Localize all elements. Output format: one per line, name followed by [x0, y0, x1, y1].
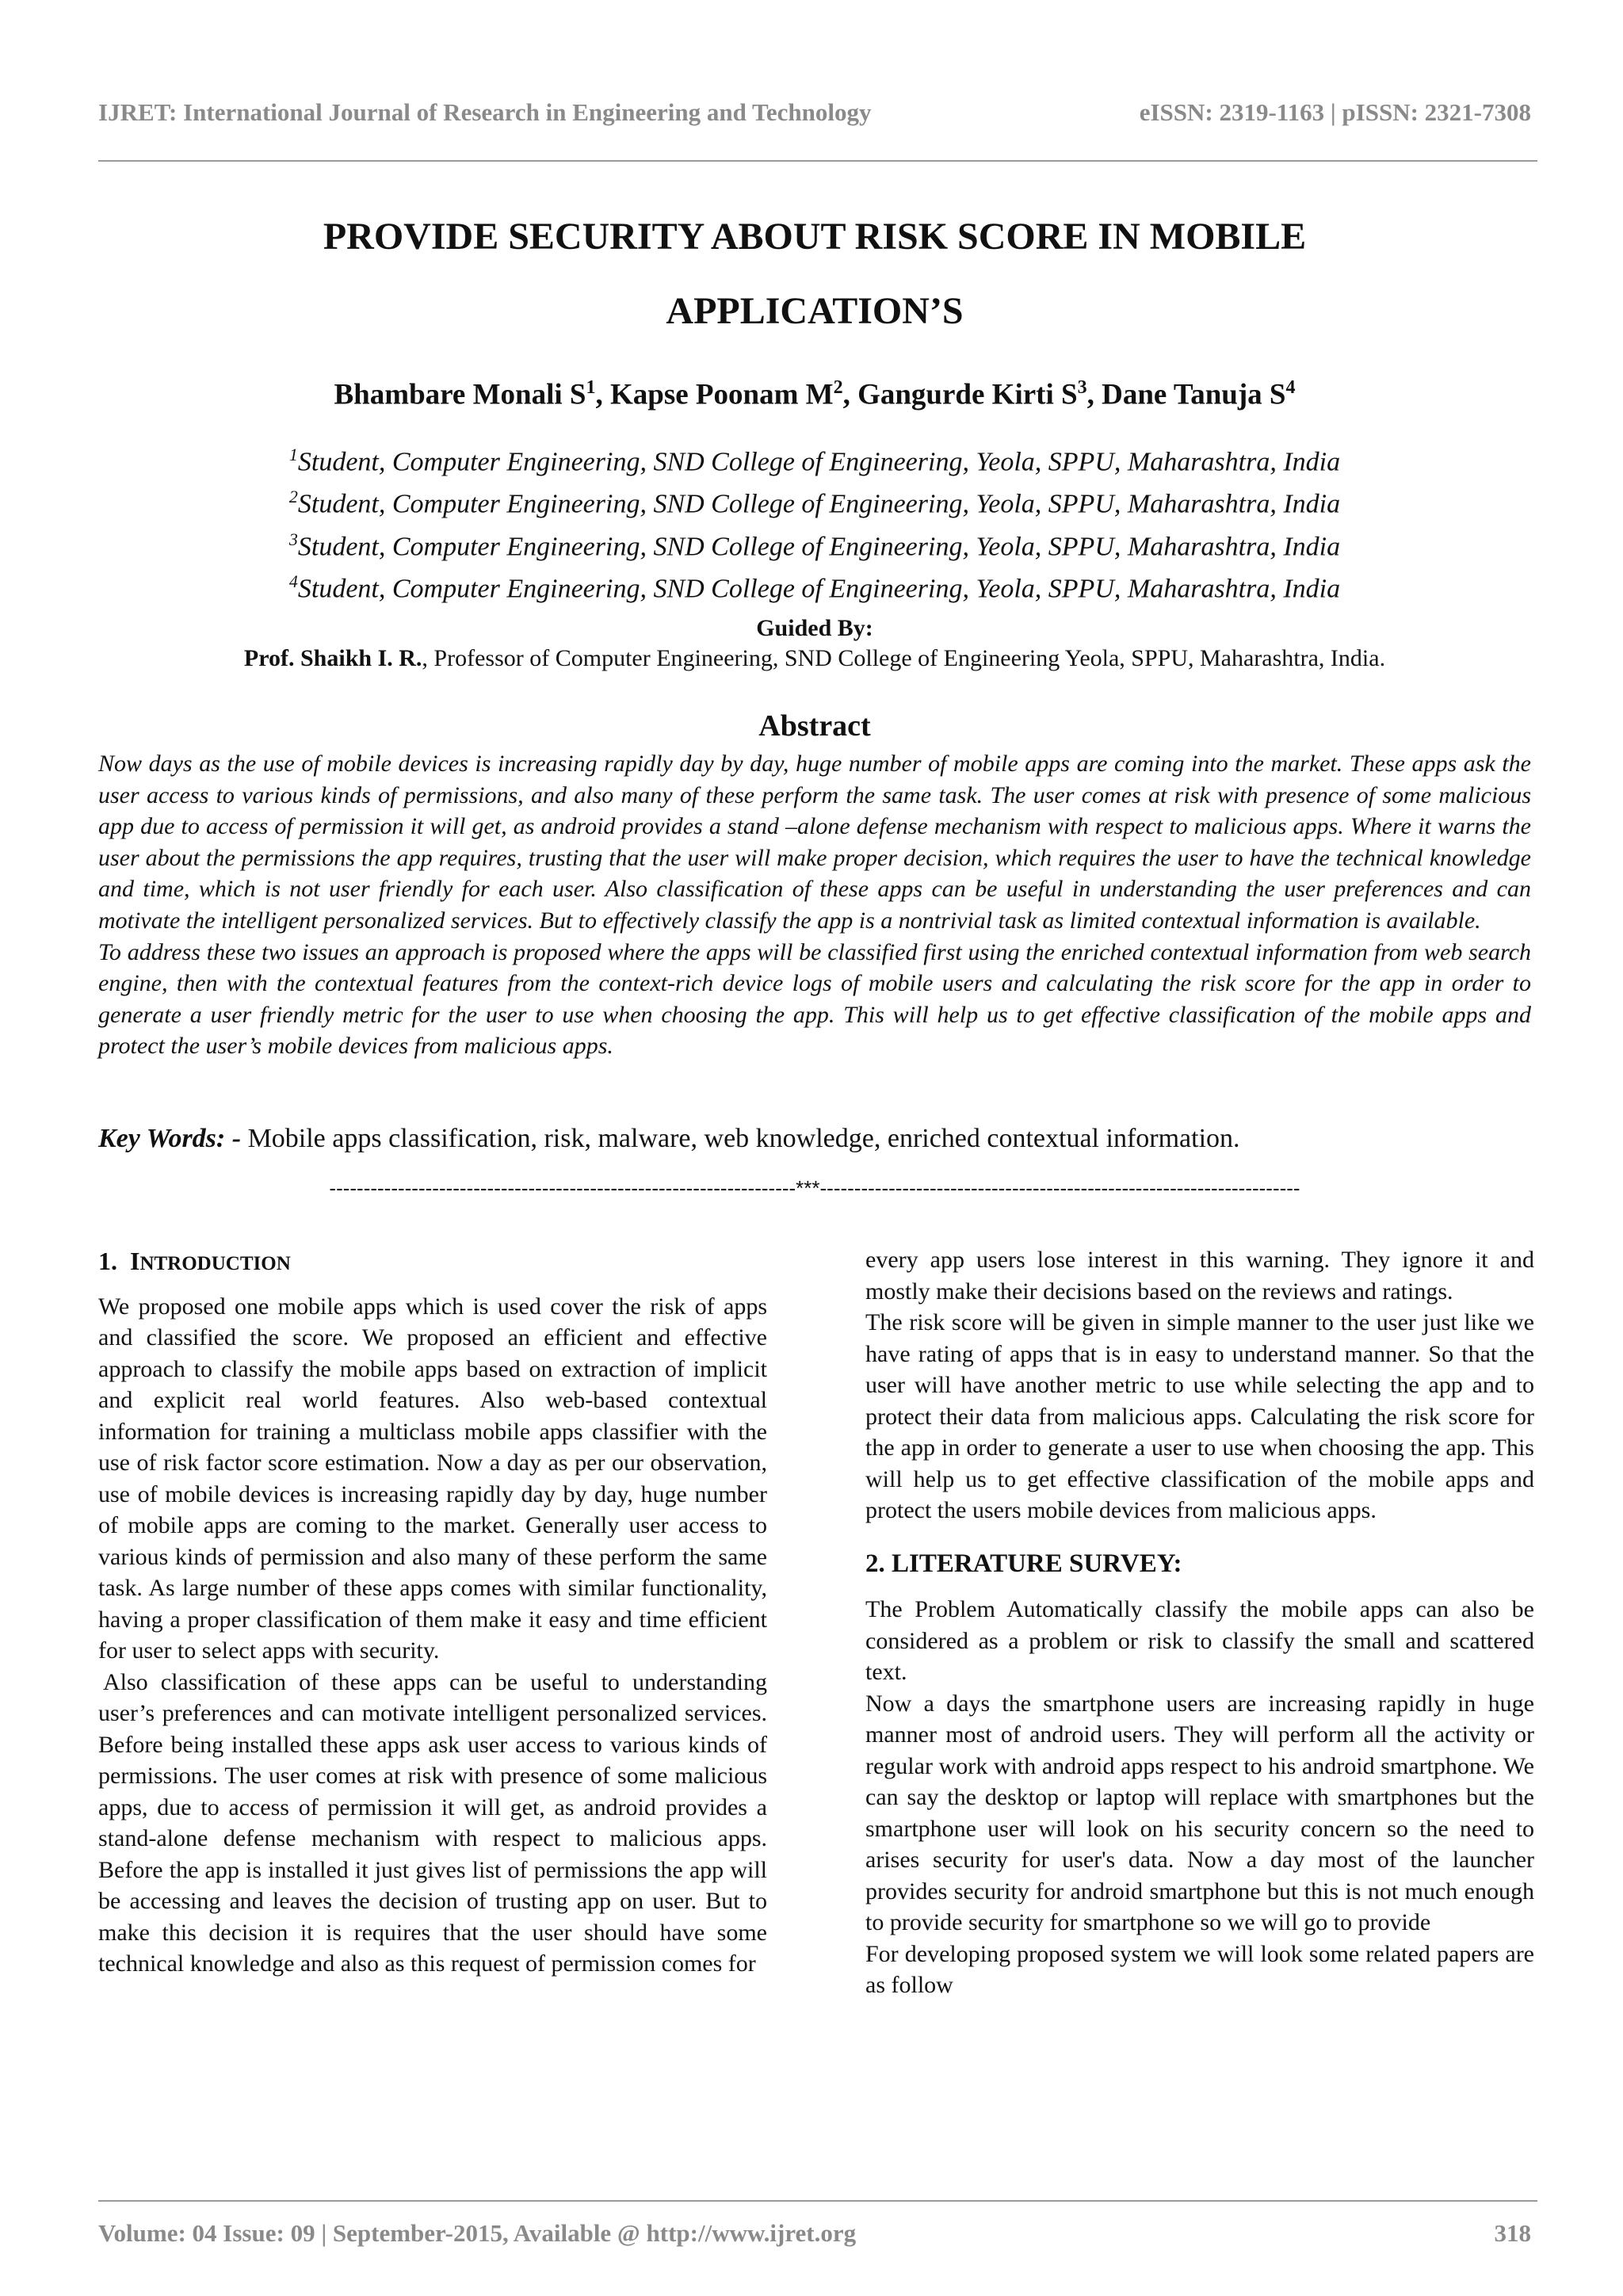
volume-info: Volume: 04 Issue: 09 | September-2015, Available @ http://www.ijret.org: [98, 2219, 857, 2247]
author-name: Dane Tanuja S: [1102, 378, 1286, 411]
author-separator: ,: [595, 378, 610, 411]
abstract-body: [98, 748, 1531, 1062]
body-paragraph: every app users lose interest in this warning. They ignore it and mostly make their decisions based on the reviews and ratings.: [865, 1247, 1534, 1305]
guide-name: Prof. Shaikh I. R.: [243, 645, 422, 671]
affiliation-line: [98, 479, 1531, 521]
author-separator: ,: [1086, 378, 1102, 411]
section-heading-literature-survey: 2. LITERATURE SURVEY:: [865, 1549, 1182, 1578]
section-heading-introduction: [98, 1246, 767, 1280]
author-superscript: 3: [1077, 377, 1087, 398]
body-paragraph: Also classification of these apps can be useful to understanding user’s preferences and can motivate intelligent personalized services. Before being installed these apps ask user access to various kinds of permissions. The user comes at risk with presence of some malicious apps, due to access of permission it will get, as android provides a stand-alone defense mechanism with respect to malicious apps. Before the app is installed it just gives list of permissions the app will be accessing and leaves the decision of trusting app on user. But to make this decision it is requires that the user should have some technical knowledge and also as this request of permission comes for: [98, 1668, 767, 1977]
abstract-paragraph: To address these two issues an approach is proposed where the apps will be classified first using the enriched contextual information from web search engine, then with the contextual features from the context-rich device logs of mobile users and calculating the risk score for the app in order to generate a user friendly metric for the user to use when choosing the app. This will help us to get effective classification of the mobile apps and protect the user’s mobile devices from malicious apps.: [98, 938, 1531, 1060]
affiliation-line: [98, 564, 1531, 606]
keywords: [98, 1124, 1531, 1154]
left-column: [98, 1246, 767, 1980]
section-number: 1.: [98, 1247, 117, 1275]
issn-numbers: eISSN: 2319-1163 | pISSN: 2321-7308: [1139, 98, 1531, 126]
affiliation-superscript: 2: [288, 487, 298, 507]
section-title-initial: I: [130, 1247, 140, 1275]
keywords-label: Key Words: -: [98, 1124, 242, 1153]
author-name: Bhambare Monali S: [334, 378, 586, 411]
affiliation-list: [98, 437, 1531, 606]
affiliation-line: [98, 437, 1531, 479]
footer-rule: [98, 2200, 1537, 2202]
affiliation-line: [98, 522, 1531, 564]
section-title-rest: NTRODUCTION: [139, 1253, 291, 1274]
affiliation-text: Student, Computer Engineering, SND College of Engineering, Yeola, SPPU, Maharashtra, India: [297, 447, 1341, 477]
section-separator: --------------------------------------------------------------------***----------------------------------------------------------------------: [329, 1176, 1300, 1200]
author-name: Gangurde Kirti S: [857, 378, 1078, 411]
paper-title: [98, 200, 1531, 349]
right-column: [865, 1244, 1534, 2001]
body-paragraph: We proposed one mobile apps which is used cover the risk of apps and classified the score. We proposed an efficient and effective approach to classify the mobile apps based on extraction of implicit and explicit real world features. Also web-based contextual information for training a multiclass mobile apps classifier with the use of risk factor score estimation. Now a day as per our observation, use of mobile devices is increasing rapidly day by day, huge number of mobile apps are coming to the market. Generally user access to various kinds of permission and also many of these perform the same task. As large number of these apps comes with similar functionality, having a proper classification of them make it easy and time efficient for user to select apps with security.: [98, 1293, 767, 1664]
author-superscript: 4: [1285, 377, 1296, 398]
page-number: 318: [1494, 2219, 1531, 2247]
affiliation-text: Student, Computer Engineering, SND College of Engineering, Yeola, SPPU, Maharashtra, India: [297, 531, 1341, 561]
affiliation-superscript: 1: [288, 445, 298, 464]
title-line-1: PROVIDE SECURITY ABOUT RISK SCORE IN MOBILE: [323, 216, 1307, 258]
header-rule: [98, 160, 1537, 162]
guide-info: [98, 645, 1531, 672]
affiliation-text: Student, Computer Engineering, SND College of Engineering, Yeola, SPPU, Maharashtra, India: [297, 574, 1341, 604]
body-paragraph: Now a days the smartphone users are increasing rapidly in huge manner most of android users. They will perform all the activity or regular work with android apps respect to his android smartphone. We can say the desktop or laptop will replace with smartphones but the smartphone user will look on his security concern so the need to arises security for user's data. Now a day most of the launcher provides security for android smartphone but this is not much enough to provide security for smartphone so we will go to provide: [865, 1690, 1534, 1935]
author-list: [98, 377, 1531, 411]
author-separator: ,: [842, 378, 858, 411]
title-line-2: APPLICATION’S: [666, 290, 964, 332]
body-paragraph: For developing proposed system we will look some related papers are as follow: [865, 1940, 1534, 1998]
keywords-text: Mobile apps classification, risk, malware, web knowledge, enriched contextual information.: [241, 1124, 1240, 1153]
affiliation-text: Student, Computer Engineering, SND College of Engineering, Yeola, SPPU, Maharashtra, India: [297, 489, 1341, 519]
abstract-heading: Abstract: [758, 709, 871, 743]
affiliation-superscript: 3: [288, 529, 298, 549]
author-superscript: 1: [586, 377, 596, 398]
journal-name: IJRET: International Journal of Research in Engineering and Technology: [98, 98, 872, 126]
author-superscript: 2: [833, 377, 843, 398]
abstract-paragraph: Now days as the use of mobile devices is increasing rapidly day by day, huge number of mobile apps are coming into the market. These apps ask the user access to various kinds of permissions, and also many of these perform the same task. The user comes at risk with presence of some malicious app due to access of permission it will get, as android provides a stand –alone defense mechanism with respect to malicious apps. Where it warns the user about the permissions the app requires, trusting that the user will make proper decision, which requires the user to have the technical knowledge and time, which is not user friendly for each user. Also classification of these apps can be useful in understanding the user preferences and can motivate the intelligent personalized services. But to effectively classify the app is a nontrivial task as limited contextual information is available.: [98, 751, 1531, 934]
body-paragraph: The risk score will be given in simple manner to the user just like we have rating of apps that is in easy to understand manner. So that the user will have another metric to use while selecting the app and to protect their data from malicious apps. Calculating the risk score for the app in order to generate a user to use when choosing the app. This will help us to get effective classification of the mobile apps and protect the users mobile devices from malicious apps.: [865, 1309, 1534, 1523]
body-paragraph: The Problem Automatically classify the mobile apps can also be considered as a problem or risk to classify the small and scattered text.: [865, 1596, 1534, 1685]
guide-details: , Professor of Computer Engineering, SND College of Engineering Yeola, SPPU, Maharashtra, India.: [422, 645, 1386, 671]
guided-by-label: Guided By:: [756, 615, 873, 641]
author-name: Kapse Poonam M: [609, 378, 834, 411]
affiliation-superscript: 4: [288, 571, 298, 591]
